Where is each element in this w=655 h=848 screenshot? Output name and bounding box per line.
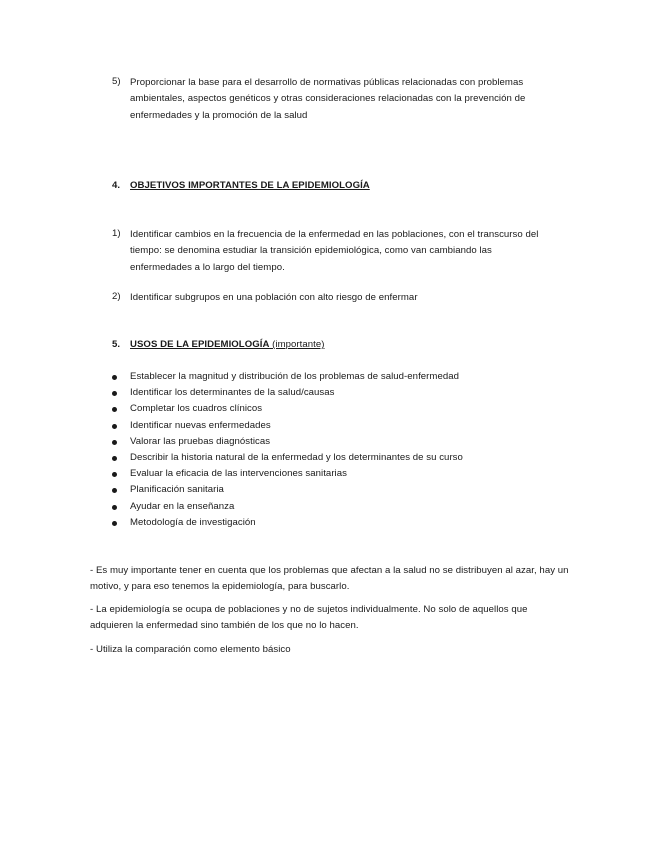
list-item-text: Describir la historia natural de la enfermedad y los determinantes de su curso: [130, 451, 463, 463]
bullet-icon: [112, 472, 117, 477]
list-item-text: Completar los cuadros clínicos: [130, 403, 263, 415]
note-paragraph: - Es muy importante tener en cuenta que los problemas que afectan a la salud no se distribuyen al azar, hay un motivo, y para eso tenemos la epidemiología, para buscarlo.: [90, 565, 569, 593]
list-item-text: Planificación sanitaria: [130, 484, 224, 496]
bullet-icon: [112, 375, 117, 380]
section-number: 4.: [112, 180, 121, 191]
list-item-text: Identificar los determinantes de la salud/causas: [130, 387, 335, 399]
list-item-text: Identificar nuevas enfermedades: [130, 419, 271, 431]
bullet-icon: [112, 521, 117, 526]
section-title-text: USOS DE LA EPIDEMIOLOGÍA: [130, 339, 270, 350]
bullet-icon: [112, 391, 117, 396]
section-title: [130, 339, 324, 350]
list-item-text: Identificar subgrupos en una población con alto riesgo de enfermar: [130, 292, 418, 303]
list-item-text: Valorar las pruebas diagnósticas: [130, 435, 271, 447]
bullet-icon: [112, 488, 117, 493]
section-title: OBJETIVOS IMPORTANTES DE LA EPIDEMIOLOGÍA: [130, 180, 370, 191]
section-number: 5.: [112, 339, 121, 350]
list-item-text: Proporcionar la base para el desarrollo de normativas públicas relacionadas con problemas ambientales, aspectos genéticos y otras consideraciones relacionadas con la prevención de enfermedades y la promoción de la salud: [130, 77, 526, 121]
note-paragraph: - Utiliza la comparación como elemento básico: [90, 644, 291, 655]
list-item-text: Evaluar la eficacia de las intervenciones sanitarias: [130, 468, 347, 480]
list-number: 1): [112, 228, 121, 239]
bullet-icon: [112, 456, 117, 461]
list-item-text: Ayudar en la enseñanza: [130, 500, 235, 512]
list-item-text: Identificar cambios en la frecuencia de la enfermedad en las poblaciones, con el transcurso del tiempo: se denomina estudiar la transición epidemiológica, como van cambiando las enfermedades a lo largo del tiempo.: [130, 229, 539, 273]
bullet-icon: [112, 505, 117, 510]
list-number: 2): [112, 291, 121, 302]
bullet-icon: [112, 440, 117, 445]
bullet-icon: [112, 424, 117, 429]
bullet-icon: [112, 407, 117, 412]
section-title-suffix: (importante): [269, 339, 325, 350]
list-item-text: Establecer la magnitud y distribución de los problemas de salud-enfermedad: [130, 371, 460, 382]
list-item-text: Metodología de investigación: [130, 516, 256, 528]
note-paragraph: - La epidemiología se ocupa de poblaciones y no de sujetos individualmente. No solo de aquellos que adquieren la enfermedad sino también de los que no lo hacen.: [90, 604, 528, 632]
list-number: 5): [112, 76, 121, 87]
